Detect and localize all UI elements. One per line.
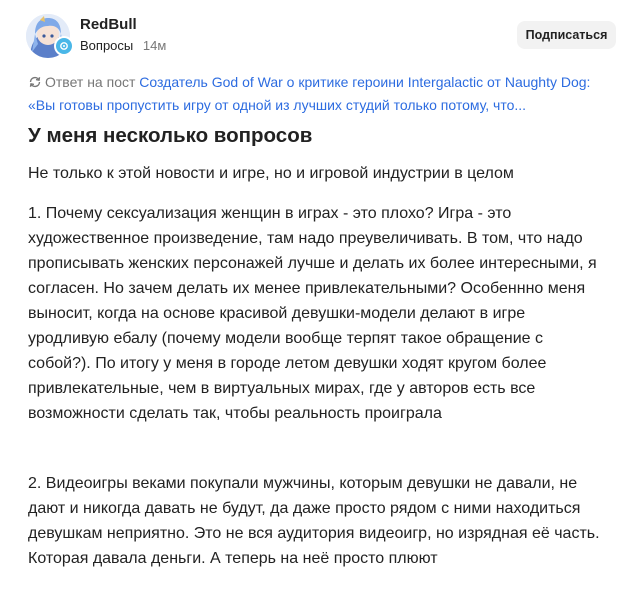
post-meta: [80, 38, 166, 53]
subscribe-button[interactable]: Подписаться: [517, 21, 616, 49]
reply-link[interactable]: Создатель God of War о критике героини Intergalactic от Naughty Dog: «Вы готовы пропустить игру от одной из лучших студий только потому, что...: [28, 74, 591, 113]
reply-arrows-icon: [28, 74, 42, 95]
post-paragraph-2: 2. Видеоигры веками покупали мужчины, которым девушки не давали, не дают и никогда давать не будут, да даже просто рядом с ними находиться девушкам неприятно. Это не вся аудитория видеоигр, но изрядная её часть. Которая давала деньги. А теперь на неё просто плюют: [28, 475, 600, 567]
post-paragraph-1: 1. Почему сексуализация женщин в играх - это плохо? Игра - это художественное произведение, там надо преувеличивать. В том, что надо прописывать женских персонажей лучше и делать их более интересными, я согласен. Но зачем делать их менее привлекательными? Особеннно меня выносит, когда на основе красивой девушки-модели делают в игре уродливую ебалу (почему модели вообще терпят такое обращение с собой?). По итогу у меня в городе летом девушки ходят кругом более привлекательные, чем в виртуальных мирах, где у авторов есть все возможности сделать так, чтобы реальность проиграла: [28, 205, 597, 422]
community-icon: [56, 38, 72, 54]
author-name[interactable]: RedBull: [80, 16, 137, 33]
post-time: 14м: [142, 38, 167, 53]
community-name[interactable]: Вопросы: [80, 38, 134, 53]
reply-prefix: Ответ на пост: [45, 74, 136, 90]
community-avatar[interactable]: [54, 36, 74, 56]
post-paragraph-intro: Не только к этой новости и игре, но и игровой индустрии в целом: [28, 165, 514, 182]
reply-reference: [28, 72, 618, 116]
post-title: У меня несколько вопросов: [28, 124, 313, 147]
